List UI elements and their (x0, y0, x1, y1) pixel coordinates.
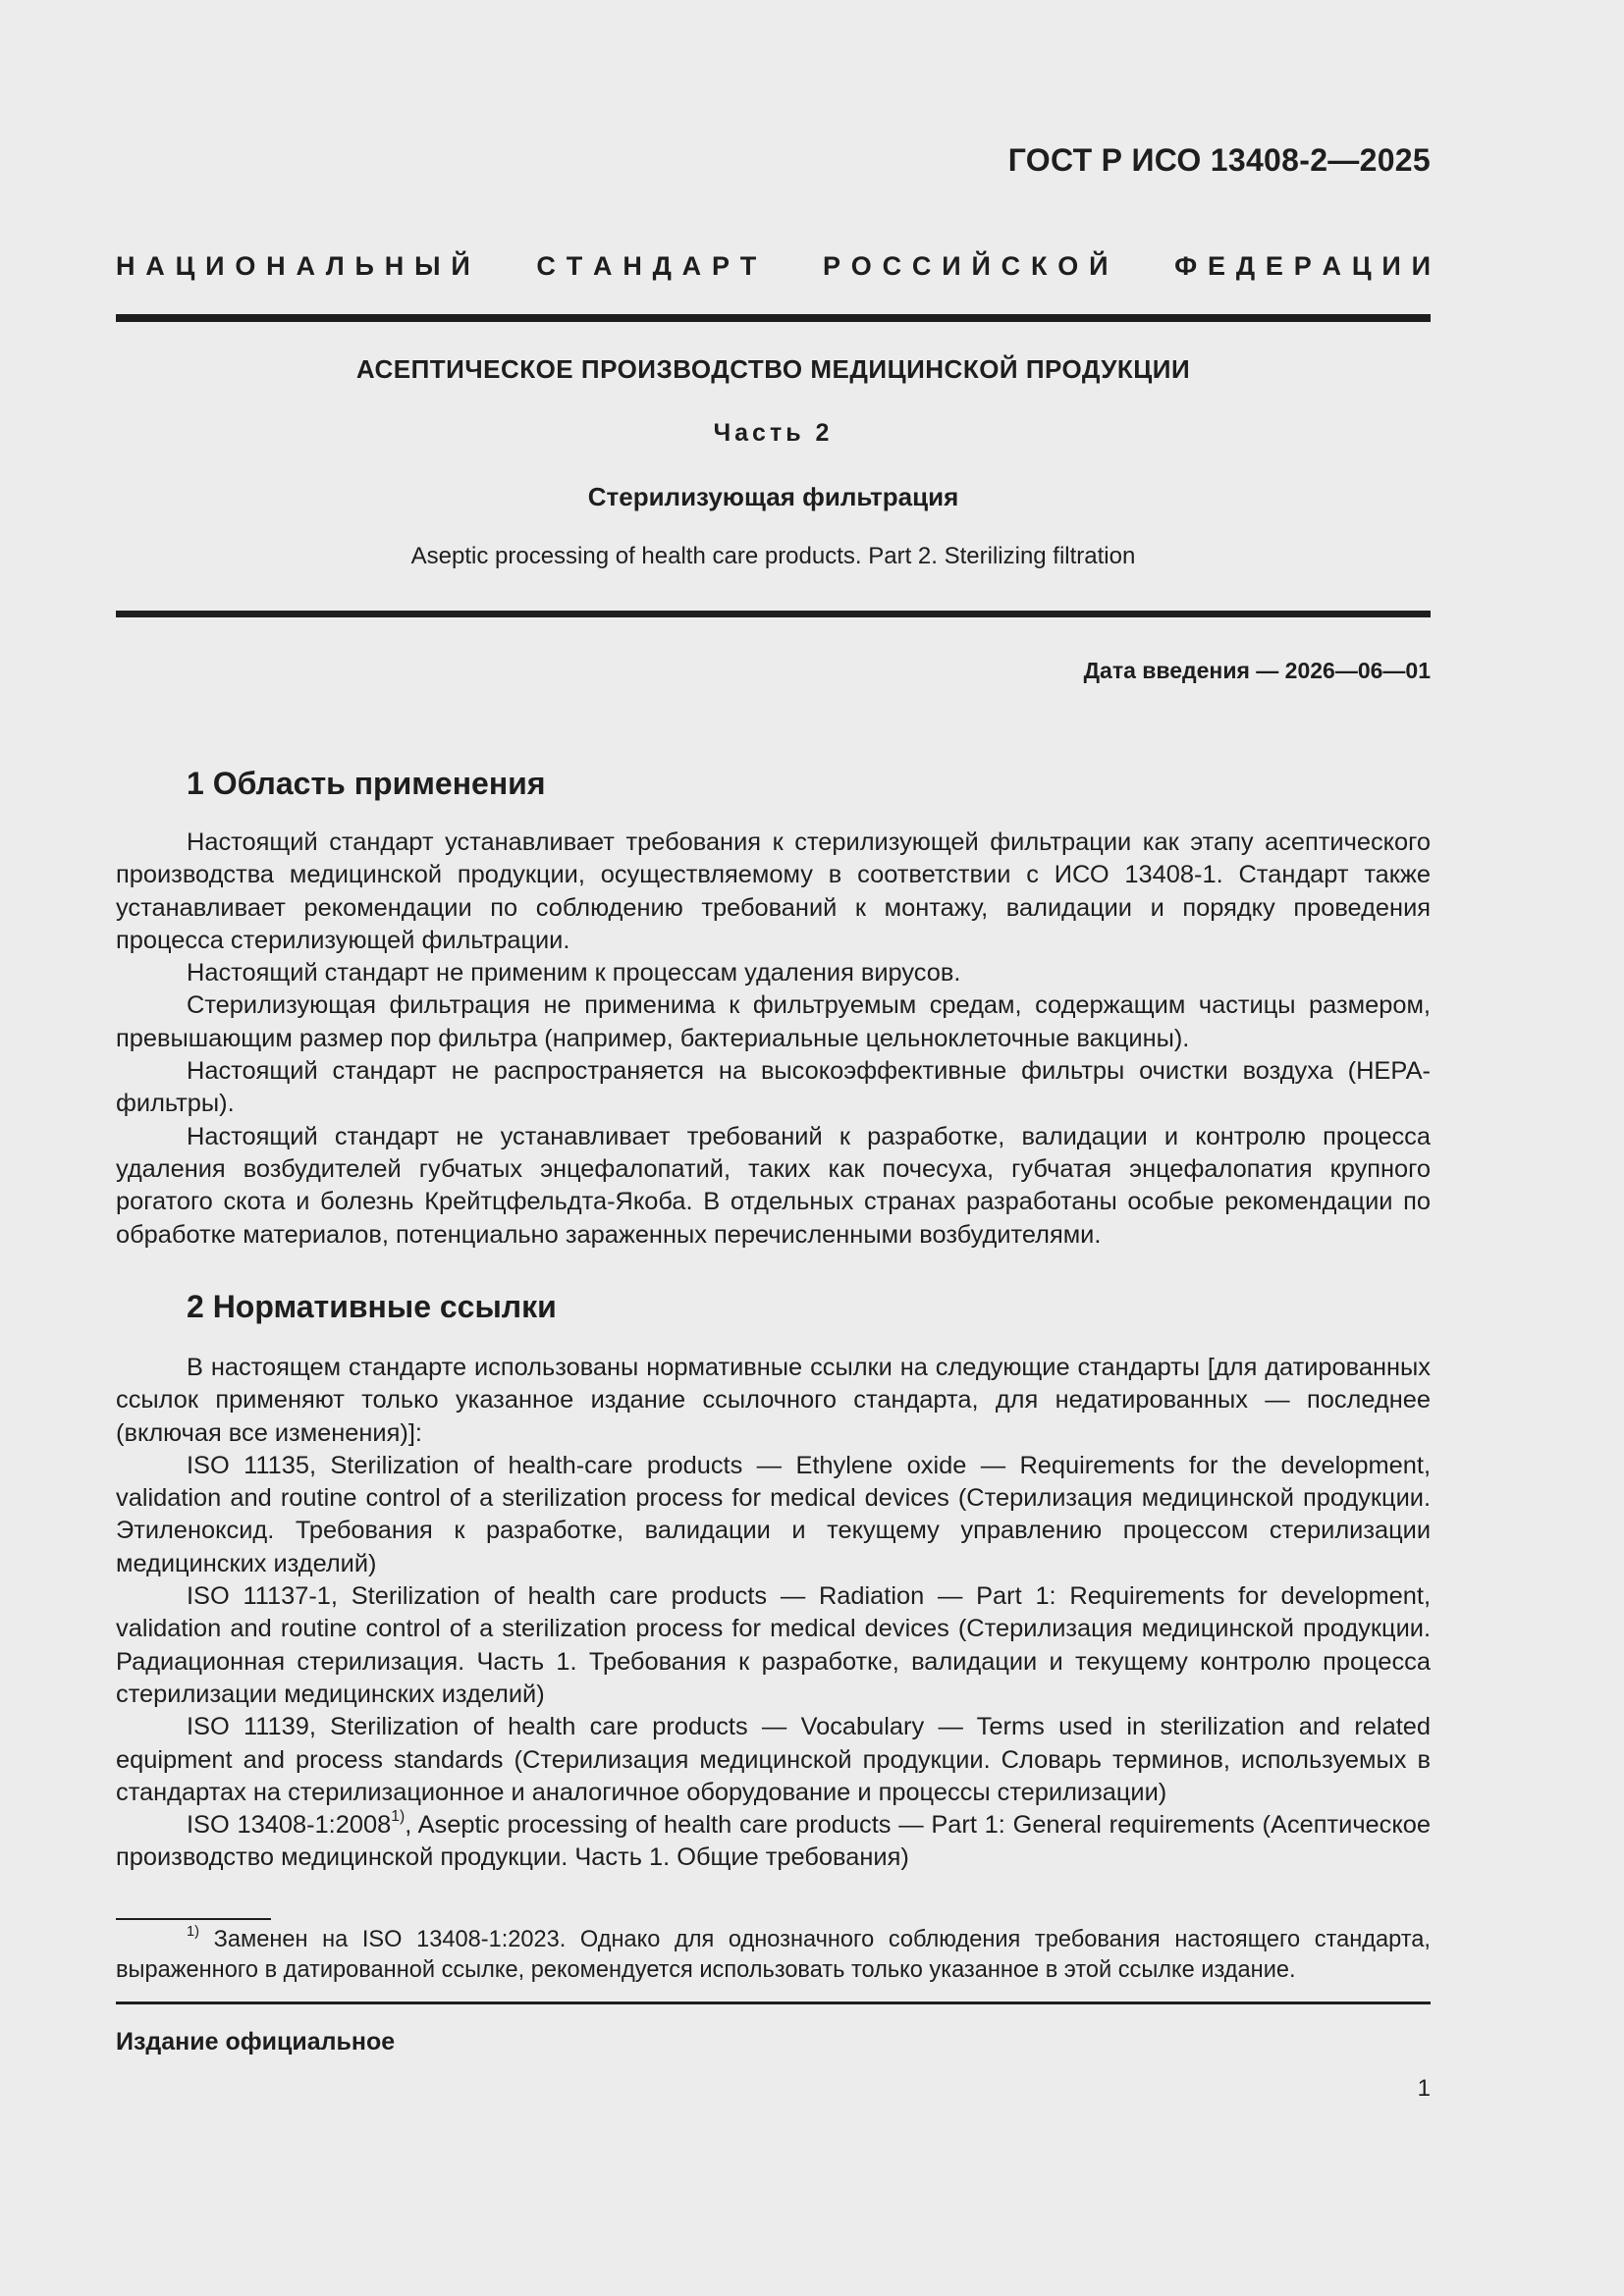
part-label: Часть 2 (713, 419, 834, 447)
part-subtitle: Стерилизующая фильтрация (587, 482, 959, 511)
introduction-date: Дата введения — 2026—06—01 (1083, 658, 1431, 683)
footnote (116, 1925, 1431, 1986)
reference-entry: ISO 11137-1, Sterilization of health care products — Radiation — Part 1: Requirements for development, validation and routine control of a sterilization process for medical devices (Стерилизация медицинской продукции. Радиационная стерилизация. Часть 1. Требования к разработке, валидации и текущему контролю процесса стерилизации медицинских изделий) (116, 1582, 1431, 1708)
title-divider (116, 611, 1431, 617)
paragraph: Настоящий стандарт не устанавливает требований к разработке, валидации и контролю процесса удаления возбудителей губчатых энцефалопатий, таких как почесуха, губчатая энцефалопатия крупного рогатого скота и болезнь Крейтцфельдта-Якоба. В отдельных странах разработаны особые рекомендации по обработке материалов, потенциально зараженных перечисленными возбудителями. (116, 1122, 1431, 1249)
document-page (116, 0, 1431, 2296)
section-heading: 1 Область применения (187, 766, 546, 801)
banner-word: Н А Ц И О Н А Л Ь Н Ы Й (116, 251, 470, 281)
paragraph: Настоящий стандарт не распространяется на высокоэффективные фильтры очистки воздуха (НЕРА-фильтры). (116, 1057, 1431, 1118)
paragraph: В настоящем стандарте использованы нормативные ссылки на следующие стандарты [для датированных ссылок применяют только указанное издание ссылочного стандарта, для недатированных — последнее (включая все изменения)]: (116, 1354, 1431, 1447)
banner-word: С Т А Н Д А Р Т (536, 251, 757, 281)
footnote-marker: 1) (187, 1923, 200, 1940)
standard-title: АСЕПТИЧЕСКОЕ ПРОИЗВОДСТВО МЕДИЦИНСКОЙ ПРОДУКЦИИ (355, 354, 1191, 384)
english-title: Aseptic processing of health care products. Part 2. Sterilizing filtration (410, 543, 1136, 569)
official-edition-label: Издание официальное (116, 2028, 396, 2056)
section-scope-body (116, 827, 1431, 1252)
footnote-marker: 1) (391, 1808, 406, 1826)
national-standard-banner (116, 251, 1431, 282)
reference-entry: ISO 11135, Sterilization of health-care products — Ethylene oxide — Requirements for the development, validation and routine control of a sterilization process for medical devices (Стерилизация медицинской продукции. Этиленоксид. Требования к разработке, валидации и текущему управлению процессом стерилизации медицинских изделий) (116, 1451, 1431, 1577)
footnote-text: Заменен на ISO 13408-1:2023. Однако для однозначного соблюдения требования настоящего стандарта, выраженного в датированной ссылке, рекомендуется использовать только указанное в этой ссылке издание. (116, 1927, 1431, 1983)
reference-entry (116, 1809, 1431, 1875)
page-number: 1 (1417, 2075, 1431, 2102)
footer-divider (116, 2002, 1431, 2004)
banner-word: Ф Е Д Е Р А Ц И И (1174, 251, 1431, 281)
top-divider (116, 314, 1431, 322)
reference-text: , Aseptic processing of health care products — Part 1: General requirements (Асептическое производство медицинской продукции. Часть 1. Общие требования) (116, 1811, 1432, 1872)
section-heading: 2 Нормативные ссылки (187, 1289, 557, 1324)
paragraph: Настоящий стандарт не применим к процессам удаления вирусов. (187, 959, 961, 988)
document-code: ГОСТ Р ИСО 13408-2—2025 (1007, 142, 1431, 178)
reference-entry: ISO 11139, Sterilization of health care products — Vocabulary — Terms used in sterilization and related equipment and process standards (Стерилизация медицинской продукции. Словарь терминов, используемых в стандартах на стерилизационное и аналогичное оборудование и процессы стерилизации) (116, 1713, 1431, 1806)
banner-word: Р О С С И Й С К О Й (822, 251, 1109, 281)
paragraph: Стерилизующая фильтрация не применима к фильтруемым средам, содержащим частицы размером, превышающим размер пор фильтра (например, бактериальные цельноклеточные вакцины). (116, 991, 1431, 1052)
section-references-body (116, 1352, 1431, 1875)
reference-code: ISO 13408-1:2008 (187, 1811, 392, 1840)
footnote-text-block (116, 1925, 1431, 1986)
paragraph: Настоящий стандарт устанавливает требования к стерилизующей фильтрации как этапу асептического производства медицинской продукции, осуществляемому в соответствии с ИСО 13408-1. Стандарт также устанавливает рекомендации по соблюдению требований к монтажу, валидации и порядку проведения процесса стерилизующей фильтрации. (116, 828, 1431, 954)
footnote-separator (116, 1918, 271, 1920)
